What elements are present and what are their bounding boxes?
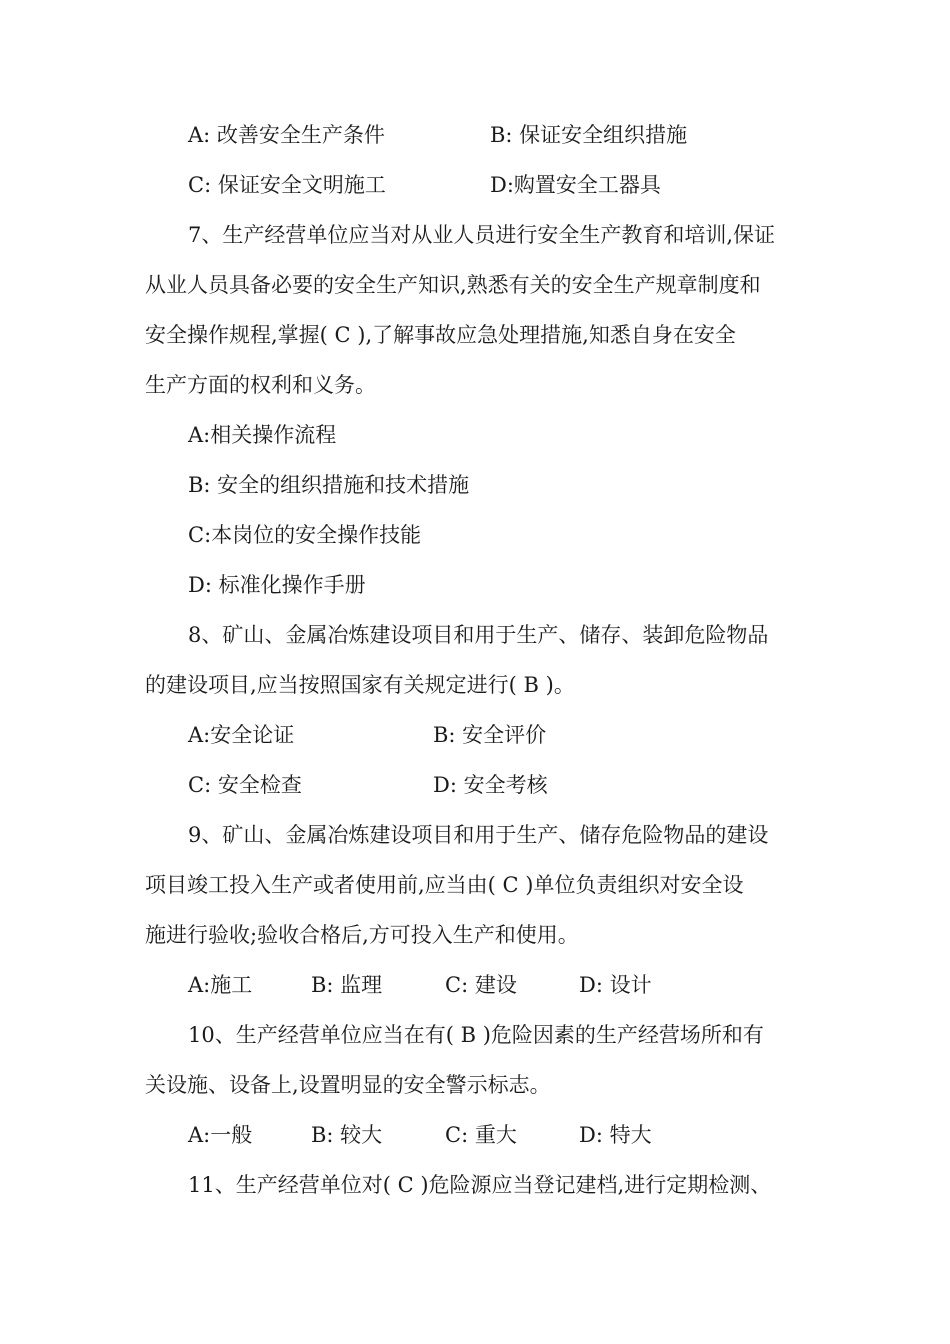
q11-line-1: 11、生产经营单位对( C )危险源应当登记建档,进行定期检测、 (188, 1173, 772, 1197)
q7-line-1: 7、生产经营单位应当对从业人员进行安全生产教育和培训,保证 (188, 223, 776, 247)
q9-option-d: D: 设计 (579, 973, 652, 997)
q9-option-c: C: 建设 (445, 973, 517, 997)
q7-option-b: B: 安全的组织措施和技术措施 (188, 473, 470, 497)
q8-option-d: D: 安全考核 (433, 773, 548, 797)
q9-line-2: 项目竣工投入生产或者使用前,应当由( C )单位负责组织对安全设 (145, 873, 744, 897)
q7-line-3: 安全操作规程,掌握( C ),了解事故应急处理措施,知悉自身在安全 (145, 323, 736, 347)
prev-option-c: C: 保证安全文明施工 (188, 173, 386, 197)
q8-option-b: B: 安全评价 (433, 723, 547, 747)
q9-option-a: A:施工 (188, 973, 253, 997)
q7-line-4: 生产方面的权利和义务。 (145, 373, 376, 397)
prev-option-a: A: 改善安全生产条件 (188, 123, 385, 147)
q9-option-b: B: 监理 (311, 973, 383, 997)
q8-line-2: 的建设项目,应当按照国家有关规定进行( B )。 (145, 673, 575, 697)
q10-option-c: C: 重大 (445, 1123, 517, 1147)
prev-option-b: B: 保证安全组织措施 (490, 123, 688, 147)
q7-option-a: A:相关操作流程 (188, 423, 337, 447)
q10-option-b: B: 较大 (311, 1123, 383, 1147)
q7-option-c: C:本岗位的安全操作技能 (188, 523, 422, 547)
q10-line-1: 10、生产经营单位应当在有( B )危险因素的生产经营场所和有 (188, 1023, 764, 1047)
q7-option-d: D: 标准化操作手册 (188, 573, 366, 597)
q8-option-c: C: 安全检查 (188, 773, 302, 797)
q8-line-1: 8、矿山、金属冶炼建设项目和用于生产、储存、装卸危险物品 (188, 623, 769, 647)
q7-line-2: 从业人员具备必要的安全生产知识,熟悉有关的安全生产规章制度和 (145, 273, 761, 297)
q10-option-d: D: 特大 (579, 1123, 652, 1147)
q8-option-a: A:安全论证 (188, 723, 295, 747)
q9-line-1: 9、矿山、金属冶炼建设项目和用于生产、储存危险物品的建设 (188, 823, 769, 847)
q10-option-a: A:一般 (188, 1123, 253, 1147)
q10-line-2: 关设施、设备上,设置明显的安全警示标志。 (145, 1073, 551, 1097)
q9-line-3: 施进行验收;验收合格后,方可投入生产和使用。 (145, 923, 579, 947)
prev-option-d: D:购置安全工器具 (490, 173, 661, 197)
